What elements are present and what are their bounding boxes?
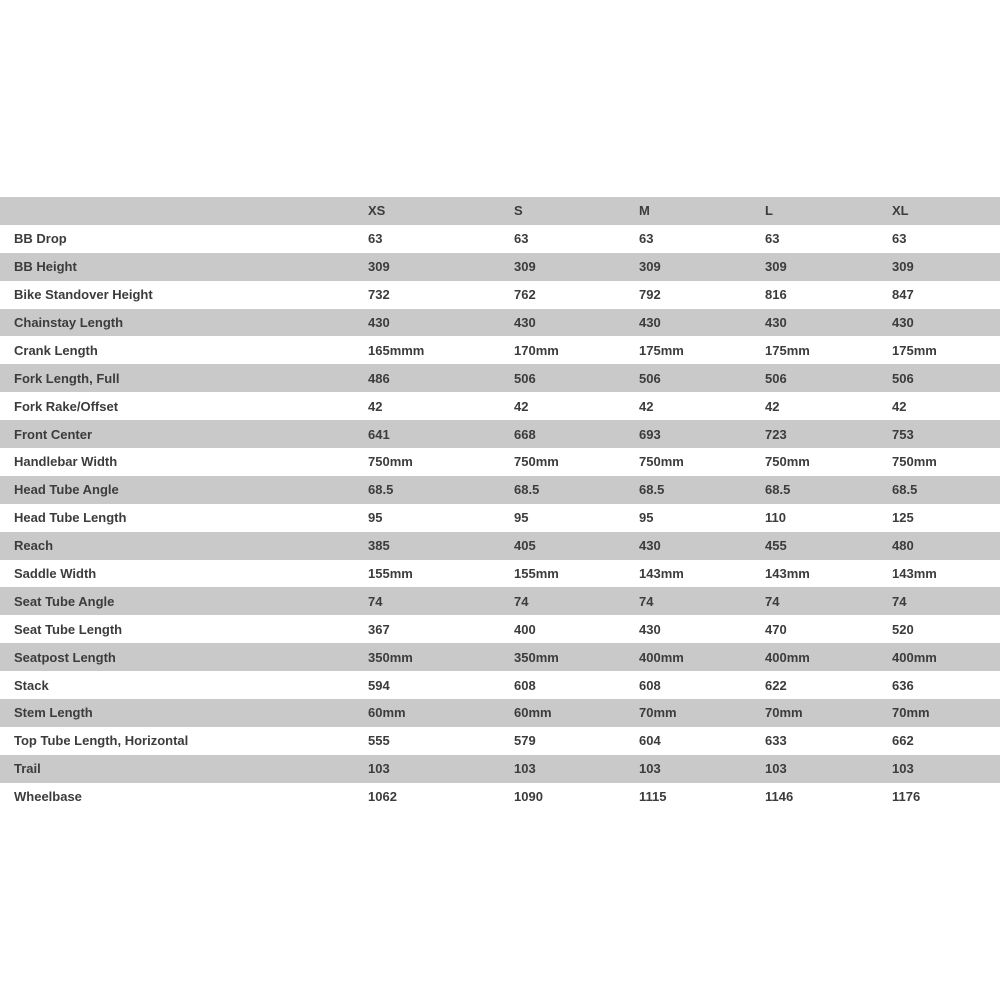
cell-value: 430 — [765, 315, 787, 330]
cell-value: 110 — [765, 510, 786, 526]
row-label: Reach — [14, 538, 54, 554]
row-label: Handlebar Width — [14, 454, 118, 470]
cell-value: 42 — [514, 398, 529, 414]
cell-value: 68.5 — [765, 482, 791, 498]
table-row — [0, 420, 1000, 448]
cell-value: 309 — [368, 259, 390, 275]
table-row — [0, 699, 1000, 727]
table-row — [0, 392, 1000, 420]
table-row — [0, 727, 1000, 755]
cell-value: 1062 — [368, 789, 397, 805]
corner-cell — [0, 197, 368, 225]
table-row — [0, 448, 1000, 476]
cell-value: 555 — [368, 733, 390, 749]
row-label: Trail — [14, 761, 41, 777]
cell-value: 63 — [368, 231, 383, 247]
cell-value: 70mm — [639, 705, 677, 721]
cell-value: 732 — [368, 287, 390, 303]
cell-value: 604 — [639, 733, 661, 749]
column-header-s: S — [514, 203, 523, 219]
row-label: Bike Standover Height — [14, 287, 153, 303]
table-row — [0, 783, 1000, 811]
cell-value: 430 — [639, 315, 661, 330]
table-row — [0, 253, 1000, 281]
cell-value: 506 — [639, 370, 661, 386]
cell-value: 42 — [368, 398, 383, 414]
cell-value: 506 — [514, 370, 536, 386]
cell-value: 405 — [514, 538, 536, 554]
cell-value: 506 — [765, 370, 787, 386]
cell-value: 68.5 — [514, 482, 540, 498]
cell-value: 486 — [368, 370, 390, 386]
cell-value: 400mm — [765, 649, 810, 665]
cell-value: 350mm — [514, 649, 559, 665]
cell-value: 125 — [892, 510, 914, 526]
cell-value: 68.5 — [639, 482, 665, 498]
cell-value: 641 — [368, 426, 390, 442]
cell-value: 400mm — [639, 649, 684, 665]
geometry-table — [0, 197, 1000, 811]
table-row — [0, 364, 1000, 392]
cell-value: 430 — [368, 315, 390, 330]
cell-value: 60mm — [514, 705, 552, 721]
cell-value: 668 — [514, 426, 536, 442]
cell-value: 103 — [514, 761, 536, 777]
cell-value: 175mm — [639, 342, 684, 358]
cell-value: 74 — [514, 593, 529, 609]
cell-value: 480 — [892, 538, 914, 554]
cell-value: 170mm — [514, 342, 559, 358]
cell-value: 63 — [765, 231, 780, 247]
cell-value: 506 — [892, 370, 914, 386]
cell-value: 70mm — [892, 705, 930, 721]
cell-value: 662 — [892, 733, 914, 749]
cell-value: 42 — [765, 398, 780, 414]
cell-value: 175mm — [765, 342, 810, 358]
cell-value: 103 — [368, 761, 390, 777]
table-body — [0, 225, 1000, 811]
cell-value: 155mm — [368, 566, 413, 582]
cell-value: 143mm — [892, 566, 937, 582]
cell-value: 1090 — [514, 789, 543, 805]
header-row — [0, 197, 1000, 225]
cell-value: 594 — [368, 677, 390, 693]
table-row — [0, 336, 1000, 364]
cell-value: 1146 — [765, 789, 794, 805]
cell-value: 165mmm — [368, 342, 425, 358]
cell-value: 367 — [368, 621, 390, 637]
cell-value: 520 — [892, 621, 914, 637]
cell-value: 95 — [639, 510, 654, 526]
table-row — [0, 615, 1000, 643]
column-header-l: L — [765, 203, 773, 219]
column-header-xs: XS — [368, 203, 386, 219]
cell-value: 309 — [639, 259, 661, 275]
cell-value: 750mm — [765, 454, 810, 470]
table-row — [0, 643, 1000, 671]
cell-value: 455 — [765, 538, 787, 554]
cell-value: 95 — [368, 510, 383, 526]
cell-value: 385 — [368, 538, 390, 554]
cell-value: 350mm — [368, 649, 413, 665]
table-row — [0, 504, 1000, 532]
cell-value: 608 — [639, 677, 661, 693]
cell-value: 400mm — [892, 649, 937, 665]
table-row — [0, 587, 1000, 615]
cell-value: 633 — [765, 733, 787, 749]
column-header-m: M — [639, 203, 650, 219]
cell-value: 400 — [514, 621, 536, 637]
geometry-table-container — [0, 197, 1000, 811]
cell-value: 723 — [765, 426, 787, 442]
row-label: BB Drop — [14, 231, 67, 247]
cell-value: 579 — [514, 733, 536, 749]
cell-value: 430 — [892, 315, 914, 330]
cell-value: 309 — [765, 259, 787, 275]
row-label: Crank Length — [14, 342, 98, 358]
row-label: BB Height — [14, 259, 77, 275]
table-row — [0, 225, 1000, 253]
cell-value: 750mm — [368, 454, 413, 470]
cell-value: 95 — [514, 510, 529, 526]
row-label: Head Tube Length — [14, 510, 127, 526]
cell-value: 143mm — [639, 566, 684, 582]
cell-value: 430 — [639, 621, 661, 637]
cell-value: 1176 — [892, 789, 921, 805]
column-header-xl: XL — [892, 203, 909, 219]
table-row — [0, 560, 1000, 588]
cell-value: 68.5 — [368, 482, 394, 498]
row-label: Seatpost Length — [14, 649, 116, 665]
cell-value: 143mm — [765, 566, 810, 582]
cell-value: 309 — [514, 259, 536, 275]
cell-value: 74 — [639, 593, 654, 609]
row-label: Saddle Width — [14, 566, 97, 582]
table-row — [0, 281, 1000, 309]
table-row — [0, 476, 1000, 504]
row-label: Wheelbase — [14, 789, 82, 805]
cell-value: 74 — [892, 593, 907, 609]
cell-value: 74 — [368, 593, 383, 609]
cell-value: 750mm — [639, 454, 684, 470]
table-row — [0, 671, 1000, 699]
cell-value: 63 — [892, 231, 907, 247]
cell-value: 753 — [892, 426, 914, 442]
row-label: Fork Length, Full — [14, 370, 120, 386]
row-label: Stem Length — [14, 705, 93, 721]
cell-value: 636 — [892, 677, 914, 693]
table-row — [0, 755, 1000, 783]
cell-value: 792 — [639, 287, 661, 303]
cell-value: 63 — [639, 231, 654, 247]
cell-value: 74 — [765, 593, 780, 609]
cell-value: 816 — [765, 287, 787, 303]
table-row — [0, 309, 1000, 337]
cell-value: 42 — [639, 398, 654, 414]
cell-value: 762 — [514, 287, 536, 303]
cell-value: 608 — [514, 677, 536, 693]
row-label: Stack — [14, 677, 49, 693]
cell-value: 750mm — [892, 454, 937, 470]
row-label: Top Tube Length, Horizontal — [14, 733, 189, 749]
cell-value: 175mm — [892, 342, 937, 358]
cell-value: 103 — [892, 761, 914, 777]
cell-value: 60mm — [368, 705, 406, 721]
cell-value: 68.5 — [892, 482, 918, 498]
cell-value: 430 — [514, 315, 536, 330]
cell-value: 103 — [639, 761, 661, 777]
row-label: Front Center — [14, 426, 92, 442]
cell-value: 103 — [765, 761, 787, 777]
cell-value: 1115 — [639, 789, 667, 805]
cell-value: 430 — [639, 538, 661, 554]
row-label: Fork Rake/Offset — [14, 398, 119, 414]
row-label: Chainstay Length — [14, 315, 124, 330]
cell-value: 847 — [892, 287, 914, 303]
table-row — [0, 532, 1000, 560]
cell-value: 470 — [765, 621, 787, 637]
cell-value: 622 — [765, 677, 787, 693]
cell-value: 63 — [514, 231, 529, 247]
cell-value: 155mm — [514, 566, 559, 582]
row-label: Seat Tube Length — [14, 621, 123, 637]
cell-value: 70mm — [765, 705, 803, 721]
cell-value: 42 — [892, 398, 907, 414]
cell-value: 693 — [639, 426, 661, 442]
cell-value: 309 — [892, 259, 914, 275]
cell-value: 750mm — [514, 454, 559, 470]
row-label: Head Tube Angle — [14, 482, 119, 498]
row-label: Seat Tube Angle — [14, 593, 115, 609]
